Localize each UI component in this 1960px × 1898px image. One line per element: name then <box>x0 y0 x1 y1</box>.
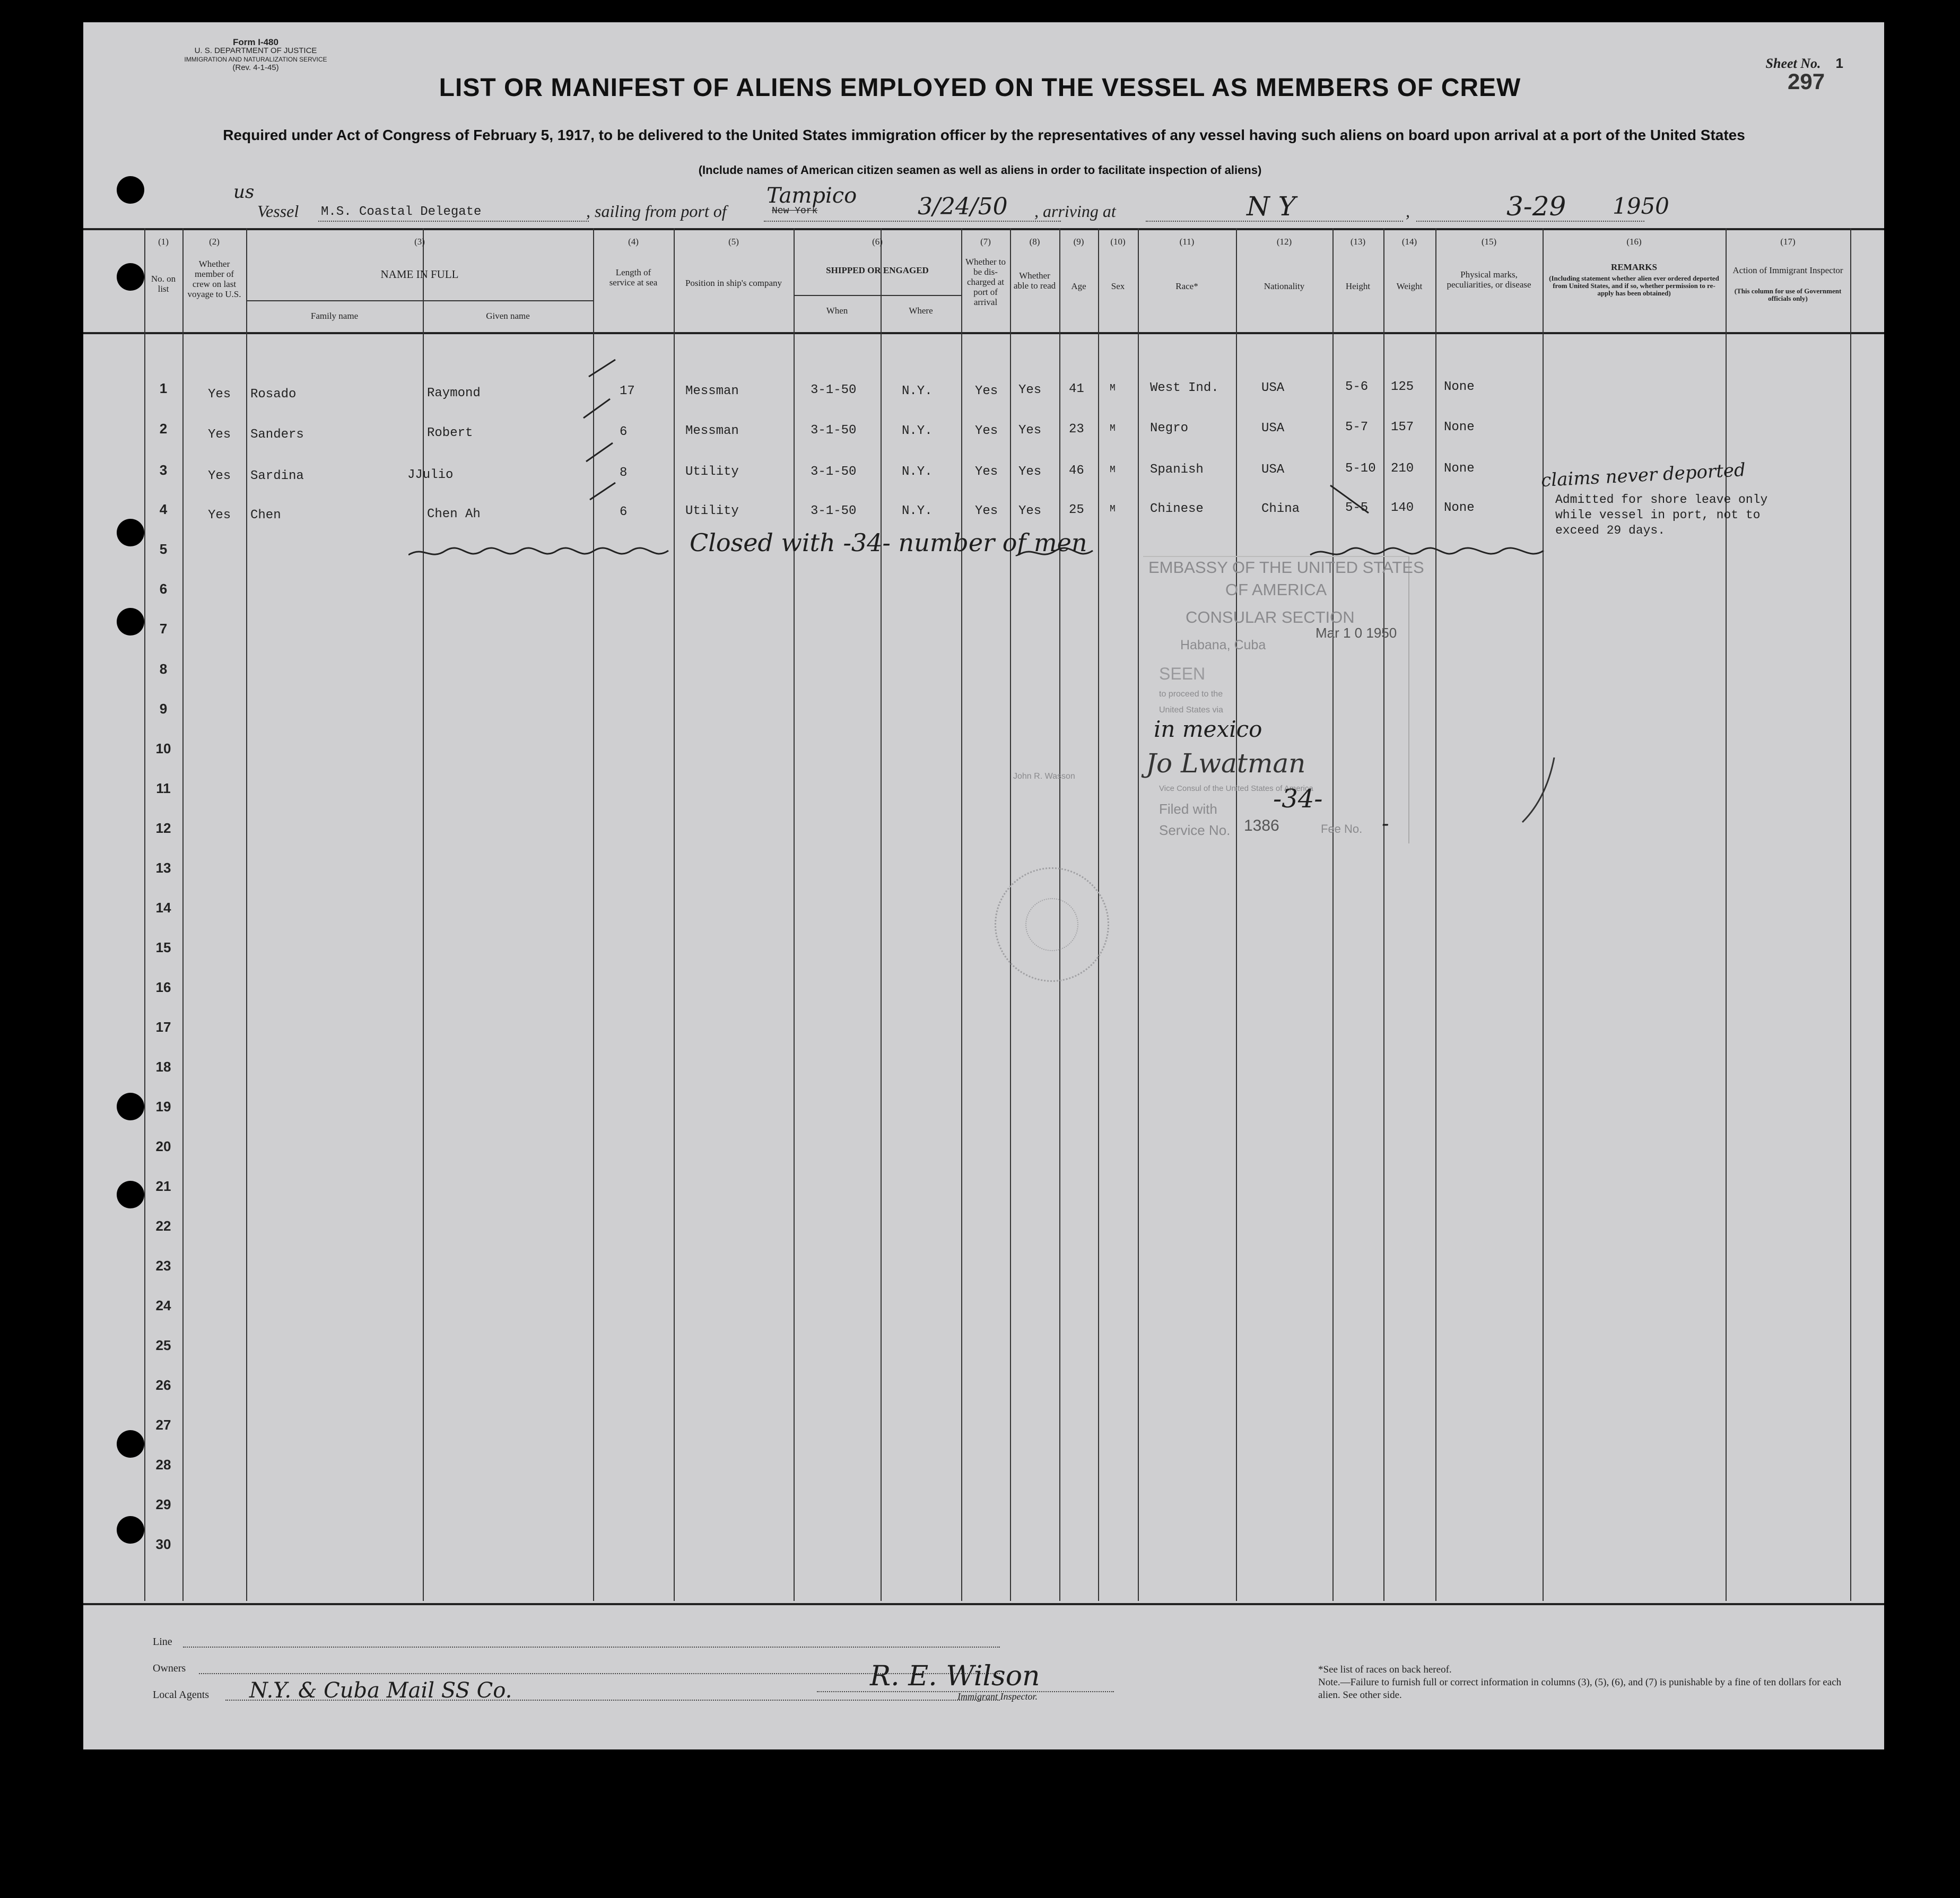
cell-race: Spanish <box>1150 463 1204 477</box>
cell-given: Chen Ah <box>427 507 481 521</box>
cell-race: Chinese <box>1150 502 1204 516</box>
header-remarks: REMARKS <box>1611 262 1657 272</box>
stamp-line: Habana, Cuba <box>1180 638 1266 652</box>
col-number: (17) <box>1780 237 1796 247</box>
header-physical-marks: Physical marks, peculiarities, or disease <box>1447 269 1531 290</box>
strike-mark-icon <box>1326 480 1374 517</box>
row-number: 28 <box>155 1457 171 1473</box>
stamped-page-number: 297 <box>1788 69 1825 94</box>
row-number: 15 <box>155 939 171 955</box>
cell-race: Negro <box>1150 421 1189 436</box>
col-number: (1) <box>158 237 169 247</box>
row-number: 3 <box>159 462 168 478</box>
row-number: 19 <box>155 1099 171 1115</box>
agency-line: IMMIGRATION AND NATURALIZATION SERVICE <box>184 56 327 63</box>
cell-nationality: China <box>1261 502 1300 516</box>
agency-line: U. S. DEPARTMENT OF JUSTICE <box>194 46 317 55</box>
cell-when: 3-1-50 <box>811 504 857 518</box>
stamp-line: 1386 <box>1244 817 1279 834</box>
cell-height: 5-10 <box>1345 462 1376 476</box>
cell-sex: M <box>1110 504 1116 515</box>
sheet-label: Sheet No. <box>1765 56 1821 71</box>
footnote-races: *See list of races on back hereof. <box>1318 1664 1452 1675</box>
row-number: 10 <box>155 741 171 756</box>
row-number: 14 <box>155 900 171 916</box>
row-number: 29 <box>155 1496 171 1512</box>
header-age: Age <box>1071 281 1086 291</box>
cell-given: Robert <box>427 426 473 440</box>
col-number: (6) <box>872 237 883 247</box>
col-number: (13) <box>1350 237 1366 247</box>
cell-where: N.Y. <box>902 465 933 479</box>
row-number: 16 <box>155 979 171 995</box>
row-number: 13 <box>155 860 171 876</box>
row-number: 5 <box>159 541 168 557</box>
instruction-note: (Include names of American citizen seamen as well as aliens in order to facilitate inspection of aliens) <box>698 163 1262 177</box>
cell-weight: 157 <box>1391 420 1414 434</box>
cell-service: 6 <box>620 425 628 439</box>
cell-age: 41 <box>1069 382 1084 396</box>
cell-sex: M <box>1110 465 1116 475</box>
row-number: 4 <box>159 501 168 517</box>
cell-marks: None <box>1444 462 1475 476</box>
cell-prior: Yes <box>208 428 231 442</box>
row-number: 1 <box>159 380 168 396</box>
row-number: 18 <box>155 1059 171 1075</box>
cell-nationality: USA <box>1261 463 1285 477</box>
stamp-line: Filed with <box>1159 801 1217 817</box>
cell-where: N.Y. <box>902 424 933 438</box>
row-number: 22 <box>155 1218 171 1234</box>
year: 1950 <box>1613 193 1669 219</box>
header-height: Height <box>1345 281 1371 291</box>
arrival-date: 3-29 <box>1506 191 1566 222</box>
header-action: Action of Immigrant Inspector <box>1732 265 1843 275</box>
us-mark: us <box>233 181 255 203</box>
col-number: (3) <box>414 237 425 247</box>
cell-discharged: Yes <box>975 465 998 479</box>
stamp-line: OF AMERICA <box>1225 580 1327 599</box>
cell-weight: 140 <box>1391 501 1414 515</box>
header-no-on-list: No. on list <box>151 274 176 294</box>
agents-label: Local Agents <box>153 1689 210 1701</box>
header-prior-voyage: Whether member of crew on last voyage to U.S. <box>187 259 241 299</box>
row-number: 6 <box>159 581 168 597</box>
inspector-title: Immigrant Inspector. <box>957 1691 1038 1702</box>
cell-prior: Yes <box>208 387 231 402</box>
cell-marks: None <box>1444 501 1475 515</box>
row-number: 27 <box>155 1417 171 1433</box>
col-number: (9) <box>1073 237 1084 247</box>
header-length-of-service: Length of service at sea <box>609 267 658 288</box>
cell-service: 6 <box>620 505 628 519</box>
header-sex: Sex <box>1111 281 1125 291</box>
sailing-date: 3/24/50 <box>918 193 1008 220</box>
cell-family: Sardina <box>250 469 304 483</box>
header-where: Where <box>909 306 933 316</box>
cell-marks: None <box>1444 420 1475 434</box>
row-number: 30 <box>155 1536 171 1552</box>
row-number: 25 <box>155 1337 171 1353</box>
header-position: Position in ship's company <box>685 278 782 288</box>
cell-nationality: USA <box>1261 381 1285 395</box>
cell-age: 23 <box>1069 422 1084 437</box>
cell-when: 3-1-50 <box>811 465 857 479</box>
cell-marks: None <box>1444 380 1475 394</box>
row-number: 7 <box>159 621 168 637</box>
header-able-to-read: Whether able to read <box>1013 271 1056 291</box>
remarks-handwritten: claims never deported <box>1540 459 1746 492</box>
cell-position: Utility <box>685 504 739 518</box>
port-struck: New York <box>772 206 818 216</box>
footnote-penalty: Note.—Failure to furnish full or correct information in columns (3), (5), (6), and (7) is punishable by a fine of ten dollars for each alien. See other side. <box>1318 1677 1842 1701</box>
cell-sex: M <box>1110 383 1116 394</box>
cell-position: Utility <box>685 465 739 479</box>
header-given-name: Given name <box>486 311 530 321</box>
stamp-line: Vice Consul of the United States of America <box>1159 784 1313 793</box>
cell-given: JJulio <box>407 468 454 482</box>
row-number: 26 <box>155 1377 171 1393</box>
stamp-line: SEEN <box>1159 664 1206 683</box>
cell-weight: 125 <box>1391 380 1414 394</box>
cell-sex: M <box>1110 423 1116 434</box>
cell-age: 25 <box>1069 503 1084 517</box>
arriving-port: N Y <box>1247 191 1296 222</box>
cell-family: Sanders <box>250 428 304 442</box>
cell-discharged: Yes <box>975 384 998 398</box>
stamp-line: United States via <box>1159 706 1223 715</box>
stamp-stroke-icon <box>1501 753 1560 828</box>
col-number: (15) <box>1481 237 1497 247</box>
col-number: (4) <box>628 237 639 247</box>
stamp-line: Service No. <box>1159 822 1231 838</box>
vessel-line: us Vessel M.S. Coastal Delegate , sailing from port of New York Tampico 3/24/50 , arriving at N Y , 3-29 1950 <box>233 181 1669 222</box>
inspector-signature: R. E. Wilson <box>870 1660 1040 1692</box>
col-number: (12) <box>1276 237 1292 247</box>
stamp-line: - <box>1382 812 1389 836</box>
stamp-line: CONSULAR SECTION <box>1186 608 1355 626</box>
cell-nationality: USA <box>1261 421 1285 436</box>
cell-service: 17 <box>620 384 635 398</box>
stamp-line: John R. Wasson <box>1013 772 1075 781</box>
agency-line: (Rev. 4-1-45) <box>232 63 279 72</box>
cell-position: Messman <box>685 384 739 398</box>
cell-read: Yes <box>1018 504 1042 518</box>
row-number: 23 <box>155 1258 171 1274</box>
cell-family: Chen <box>250 508 281 523</box>
vessel-name: M.S. Coastal Delegate <box>321 205 482 219</box>
footnotes <box>1318 1664 1849 1702</box>
port-handwritten: Tampico <box>766 184 857 208</box>
cell-where: N.Y. <box>902 504 933 518</box>
page-title: LIST OR MANIFEST OF ALIENS EMPLOYED ON THE VESSEL AS MEMBERS OF CREW <box>439 74 1521 102</box>
cell-race: West Ind. <box>1150 381 1219 395</box>
header-remarks-note: (Including statement whether alien ever ordered deported from United States, and if so, whether permission to re-apply has been obtained) <box>1549 274 1719 297</box>
cell-discharged: Yes <box>975 424 998 438</box>
row-number: 2 <box>159 421 168 437</box>
tally-marks-icon <box>578 355 637 520</box>
header-race: Race* <box>1175 281 1198 291</box>
row-number: 12 <box>155 820 171 836</box>
cell-prior: Yes <box>208 508 231 523</box>
col-number: (11) <box>1179 237 1195 247</box>
col-number: (8) <box>1029 237 1040 247</box>
col-number: (10) <box>1110 237 1126 247</box>
row-number: 9 <box>159 701 168 717</box>
sheet-number: 1 <box>1835 55 1843 71</box>
header-shipped-or-engaged: SHIPPED OR ENGAGED <box>826 265 929 275</box>
cell-prior: Yes <box>208 469 231 483</box>
row-number: 20 <box>155 1138 171 1154</box>
header-when: When <box>826 306 848 316</box>
col-number: (2) <box>209 237 220 247</box>
stamp-line: Fee No. <box>1321 822 1363 835</box>
cell-height: 5-6 <box>1345 380 1369 394</box>
seal-icon <box>995 867 1109 982</box>
header-discharged: Whether to be dis-charged at port of arrival <box>965 257 1006 307</box>
col-number: (14) <box>1401 237 1417 247</box>
form-agency-block <box>144 38 367 72</box>
cell-when: 3-1-50 <box>811 423 857 438</box>
row-number: 11 <box>156 780 171 796</box>
vessel-label: Vessel <box>257 202 299 221</box>
stamp-line: to proceed to the <box>1159 690 1223 699</box>
col-number: (5) <box>728 237 739 247</box>
cell-weight: 210 <box>1391 462 1414 476</box>
form-number: Form I-480 <box>233 37 278 47</box>
cell-position: Messman <box>685 424 739 438</box>
stamp-line: Mar 1 0 1950 <box>1316 625 1397 641</box>
closing-line: Closed with -34- number of men <box>690 528 1087 557</box>
cell-read: Yes <box>1018 465 1042 479</box>
stamp-line: -34- <box>1273 784 1323 814</box>
cell-family: Rosado <box>250 387 297 402</box>
col-number: (16) <box>1626 237 1642 247</box>
owners-label: Owners <box>153 1662 186 1674</box>
cell-where: N.Y. <box>902 384 933 398</box>
sailing-label: , sailing from port of <box>586 202 727 221</box>
cell-read: Yes <box>1018 423 1042 438</box>
header-name-in-full: NAME IN FULL <box>380 268 459 281</box>
stamp-signature: Jo Lwatman <box>1146 748 1306 779</box>
row-number: 24 <box>155 1298 171 1313</box>
header-action-note: (This column for use of Government officials only) <box>1734 287 1842 302</box>
cell-height: 5-5 <box>1345 501 1369 515</box>
header-weight: Weight <box>1396 281 1423 291</box>
stamp-signature: in mexico <box>1154 716 1262 742</box>
stamp-line: EMBASSY OF THE UNITED STATES <box>1148 558 1424 577</box>
remarks-typed: Admitted for shore leave only while vessel in port, not to exceed 29 days. <box>1555 493 1768 537</box>
cell-age: 46 <box>1069 464 1084 478</box>
header-family-name: Family name <box>310 311 359 321</box>
cell-given: Raymond <box>427 386 481 401</box>
agents-value: N.Y. & Cuba Mail SS Co. <box>249 1678 512 1703</box>
line-label: Line <box>153 1636 172 1648</box>
arriving-label: , arriving at <box>1034 202 1116 221</box>
row-number: 17 <box>155 1019 171 1035</box>
row-number: 8 <box>159 661 168 677</box>
row-number: 21 <box>155 1178 171 1194</box>
page-subtitle: Required under Act of Congress of February 5, 1917, to be delivered to the United States immigration officer by the representatives of any vessel having such aliens on board upon arrival at a port of the United States <box>223 127 1745 143</box>
cell-when: 3-1-50 <box>811 383 857 397</box>
header-nationality: Nationality <box>1264 281 1305 291</box>
cell-height: 5-7 <box>1345 420 1369 434</box>
cell-read: Yes <box>1018 383 1042 397</box>
cell-service: 8 <box>620 466 628 480</box>
cell-discharged: Yes <box>975 504 998 518</box>
col-number: (7) <box>980 237 991 247</box>
